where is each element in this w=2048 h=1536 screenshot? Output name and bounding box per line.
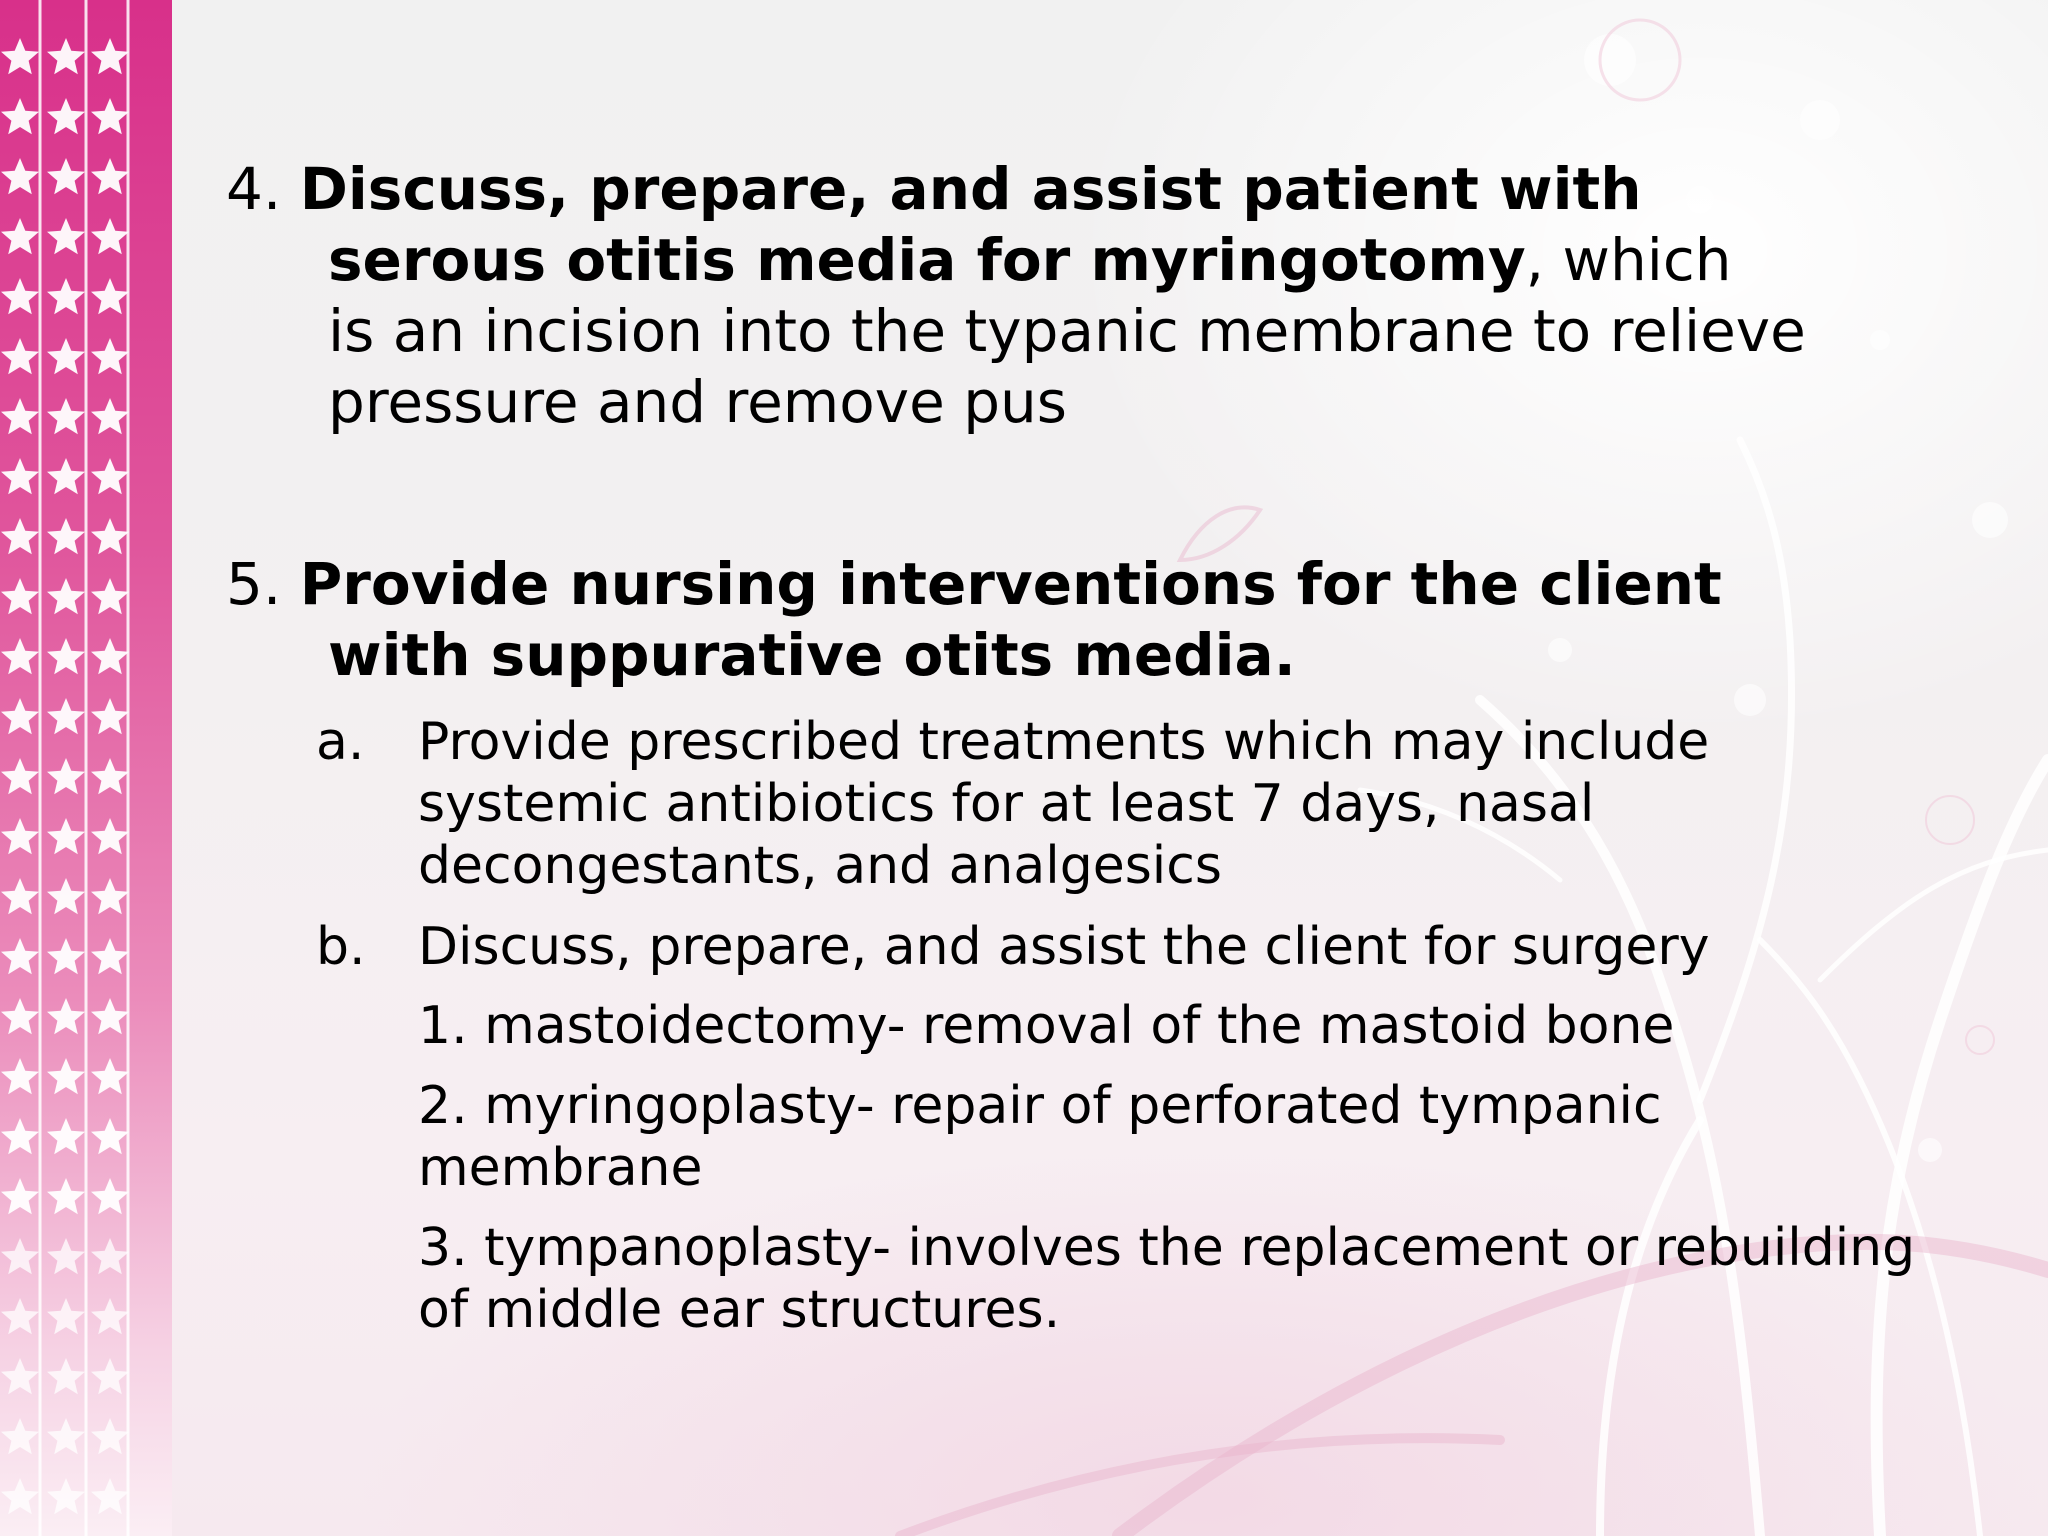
sub-b-marker: b. — [316, 917, 366, 977]
item5-heading-line2 — [328, 621, 1296, 689]
item4-line4: pressure and remove pus — [328, 368, 1067, 436]
surgery-3-line2: of middle ear structures. — [418, 1280, 1061, 1340]
item4-bold-line1: Discuss, prepare, and assist patient with — [299, 155, 1642, 223]
item5-number: 5. — [226, 550, 282, 618]
sub-a-line3: decongestants, and analgesics — [418, 836, 1222, 896]
surgery-1: 1. mastoidectomy- removal of the mastoid bone — [418, 996, 1675, 1056]
item4-heading-line2 — [328, 226, 1732, 294]
item5-bold-line2: with suppurative otits media. — [328, 621, 1296, 689]
item5-bold-line1: Provide nursing interventions for the client — [299, 550, 1722, 618]
item4-bold-line2: serous otitis media for myringotomy — [328, 226, 1526, 294]
surgery-2-line1: 2. myringoplasty- repair of perforated tympanic — [418, 1076, 1662, 1136]
item4-line3: is an incision into the typanic membrane to relieve — [328, 297, 1806, 365]
item4-number: 4. — [226, 155, 282, 223]
sub-a-marker: a. — [316, 712, 365, 772]
surgery-2-line2: membrane — [418, 1138, 703, 1198]
item5-heading-line1 — [226, 550, 1722, 618]
item4-heading-line1 — [226, 155, 1642, 223]
sub-a-line1: Provide prescribed treatments which may include — [418, 712, 1710, 772]
sub-b-line1: Discuss, prepare, and assist the client for surgery — [418, 917, 1710, 977]
surgery-3-line1: 3. tympanoplasty- involves the replacement or rebuilding — [418, 1218, 1916, 1278]
item4-line2-tail: , which — [1525, 226, 1732, 294]
sub-a-line2: systemic antibiotics for at least 7 days, nasal — [418, 774, 1595, 834]
